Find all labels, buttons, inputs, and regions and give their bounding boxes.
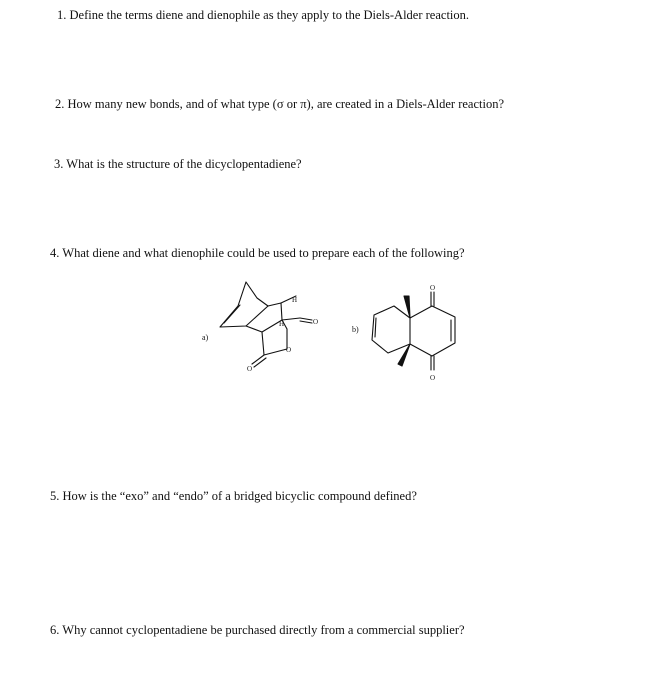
structure-a-left-ring bbox=[220, 306, 268, 327]
question-3 bbox=[54, 156, 302, 172]
structure-b bbox=[352, 284, 455, 382]
structure-a-lactone-ring bbox=[262, 320, 287, 355]
structure-a-o-bottom: O bbox=[247, 365, 253, 373]
structure-a-o-right: O bbox=[313, 318, 319, 326]
question-4-number: 4. bbox=[50, 246, 60, 260]
structure-a-double-bond bbox=[224, 305, 240, 323]
structure-a-carbonyl-bottom bbox=[252, 355, 264, 364]
structure-a-ring-bond bbox=[282, 318, 300, 320]
structure-a bbox=[202, 282, 318, 373]
structure-a-o-ring: O bbox=[286, 346, 292, 354]
question-1-text: Define the terms diene and dienophile as they apply to the Diels-Alder reaction. bbox=[69, 8, 470, 22]
structure-a-center-ring bbox=[246, 303, 285, 332]
structure-a-h-bond-upper bbox=[281, 296, 296, 303]
question-2-number: 2. bbox=[55, 97, 65, 111]
question-2 bbox=[55, 96, 504, 112]
question-1-number: 1. bbox=[57, 8, 67, 22]
structure-a-carbonyl-right bbox=[300, 318, 312, 320]
structure-b-label: b) bbox=[352, 325, 359, 334]
question-1 bbox=[57, 7, 469, 23]
question-3-text: What is the structure of the dicyclopentadiene? bbox=[66, 157, 302, 171]
structure-a-h-lower: H bbox=[279, 320, 285, 328]
structure-b-right-ring bbox=[410, 306, 455, 356]
question-5-text: How is the “exo” and “endo” of a bridged bicyclic compound defined? bbox=[62, 489, 417, 503]
structure-b-left-double-bond bbox=[375, 318, 376, 337]
question-5-number: 5. bbox=[50, 489, 60, 503]
question-6-text: Why cannot cyclopentadiene be purchased directly from a commercial supplier? bbox=[62, 623, 465, 637]
structure-a-bridge bbox=[238, 282, 268, 306]
question-3-number: 3. bbox=[54, 157, 64, 171]
structure-b-o-top: O bbox=[430, 284, 436, 292]
structure-b-o-bottom: O bbox=[430, 374, 436, 382]
question-6 bbox=[50, 622, 465, 638]
structure-b-methyl-wedge-bottom bbox=[398, 344, 410, 366]
structure-a-label: a) bbox=[202, 333, 209, 342]
question-4-text: What diene and what dienophile could be used to prepare each of the following? bbox=[62, 246, 465, 260]
structure-b-left-ring bbox=[372, 306, 410, 353]
question-2-text: How many new bonds, and of what type (σ or π), are created in a Diels-Alder reaction? bbox=[67, 97, 504, 111]
question-4 bbox=[50, 245, 465, 261]
structure-b-methyl-wedge-top bbox=[404, 296, 410, 318]
question-5 bbox=[50, 488, 417, 504]
structure-a-h-upper: H bbox=[292, 296, 298, 304]
question-6-number: 6. bbox=[50, 623, 60, 637]
